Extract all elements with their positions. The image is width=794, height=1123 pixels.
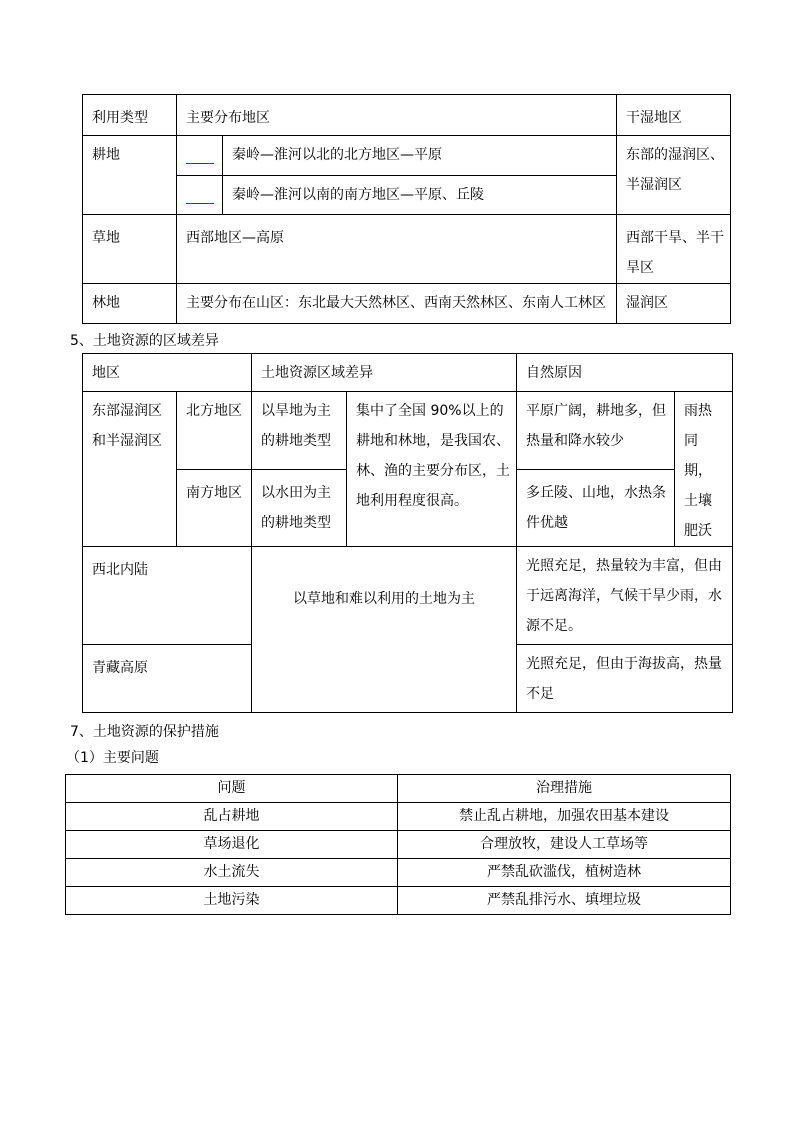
header-difference: 土地资源区域差异	[252, 354, 517, 392]
measure-cell: 严禁乱排污水、填埋垃圾	[398, 887, 731, 915]
section5-title: 5、土地资源的区域差异	[70, 333, 219, 349]
south-region: 南方地区	[177, 469, 252, 547]
northwest-reason: 光照充足，热量较为丰富，但由于远离海洋，气候干旱少雨，水源不足。	[517, 547, 733, 645]
blank-north[interactable]	[177, 136, 223, 176]
farmland-zone: 东部的湿润区、半湿润区	[617, 136, 731, 215]
protection-table	[65, 774, 731, 915]
south-type: 以水田为主的耕地类型	[252, 469, 347, 547]
qt-region: 青藏高原	[83, 645, 252, 713]
north-type: 以旱地为主的耕地类型	[252, 392, 347, 470]
land-use-table	[82, 94, 731, 324]
problem-cell: 草场退化	[66, 831, 398, 859]
northwest-region: 西北内陆	[83, 547, 252, 645]
header-use-type: 利用类型	[83, 95, 177, 136]
regional-difference-table	[82, 353, 733, 713]
section7-subtitle: （1）主要问题	[66, 750, 159, 766]
farmland-south: 秦岭—淮河以南的南方地区—平原、丘陵	[223, 176, 617, 215]
measure-cell: 严禁乱砍滥伐，植树造林	[398, 859, 731, 887]
forest-area: 主要分布在山区：东北最大天然林区、西南天然林区、东南人工林区	[177, 284, 617, 324]
problem-cell: 水土流失	[66, 859, 398, 887]
forest-zone: 湿润区	[617, 284, 731, 324]
section7-title: 7、土地资源的保护措施	[70, 724, 219, 740]
blank-south[interactable]	[177, 176, 223, 215]
header-reason: 自然原因	[517, 354, 733, 392]
header-region: 地区	[83, 354, 252, 392]
fill-blank[interactable]	[186, 147, 214, 164]
south-reason: 多丘陵、山地，水热条件优越	[517, 469, 675, 547]
problem-cell: 乱占耕地	[66, 803, 398, 831]
grass-type: 草地	[83, 215, 177, 284]
forest-type: 林地	[83, 284, 177, 324]
fill-blank[interactable]	[186, 187, 214, 204]
farmland-north: 秦岭—淮河以北的北方地区—平原	[223, 136, 617, 176]
farmland-type: 耕地	[83, 136, 177, 215]
grass-zone: 西部干旱、半干旱区	[617, 215, 731, 284]
qt-reason: 光照充足，但由于海拔高，热量不足	[517, 645, 733, 713]
measure-cell: 禁止乱占耕地，加强农田基本建设	[398, 803, 731, 831]
common-reason: 雨热同期，土壤肥沃	[675, 392, 733, 547]
east-shared: 集中了全国 90%以上的耕地和林地，是我国农、林、渔的主要分布区，土地利用程度很高。	[347, 392, 517, 547]
north-region: 北方地区	[177, 392, 252, 470]
header-problem: 问题	[66, 775, 398, 803]
grass-area: 西部地区—高原	[177, 215, 617, 284]
west-shared: 以草地和难以利用的土地为主	[252, 547, 517, 713]
header-dry-wet: 干湿地区	[617, 95, 731, 136]
header-measure: 治理措施	[398, 775, 731, 803]
measure-cell: 合理放牧，建设人工草场等	[398, 831, 731, 859]
north-reason: 平原广阔，耕地多，但热量和降水较少	[517, 392, 675, 470]
problem-cell: 土地污染	[66, 887, 398, 915]
header-main-area: 主要分布地区	[177, 95, 617, 136]
east-region: 东部湿润区和半湿润区	[83, 392, 177, 547]
